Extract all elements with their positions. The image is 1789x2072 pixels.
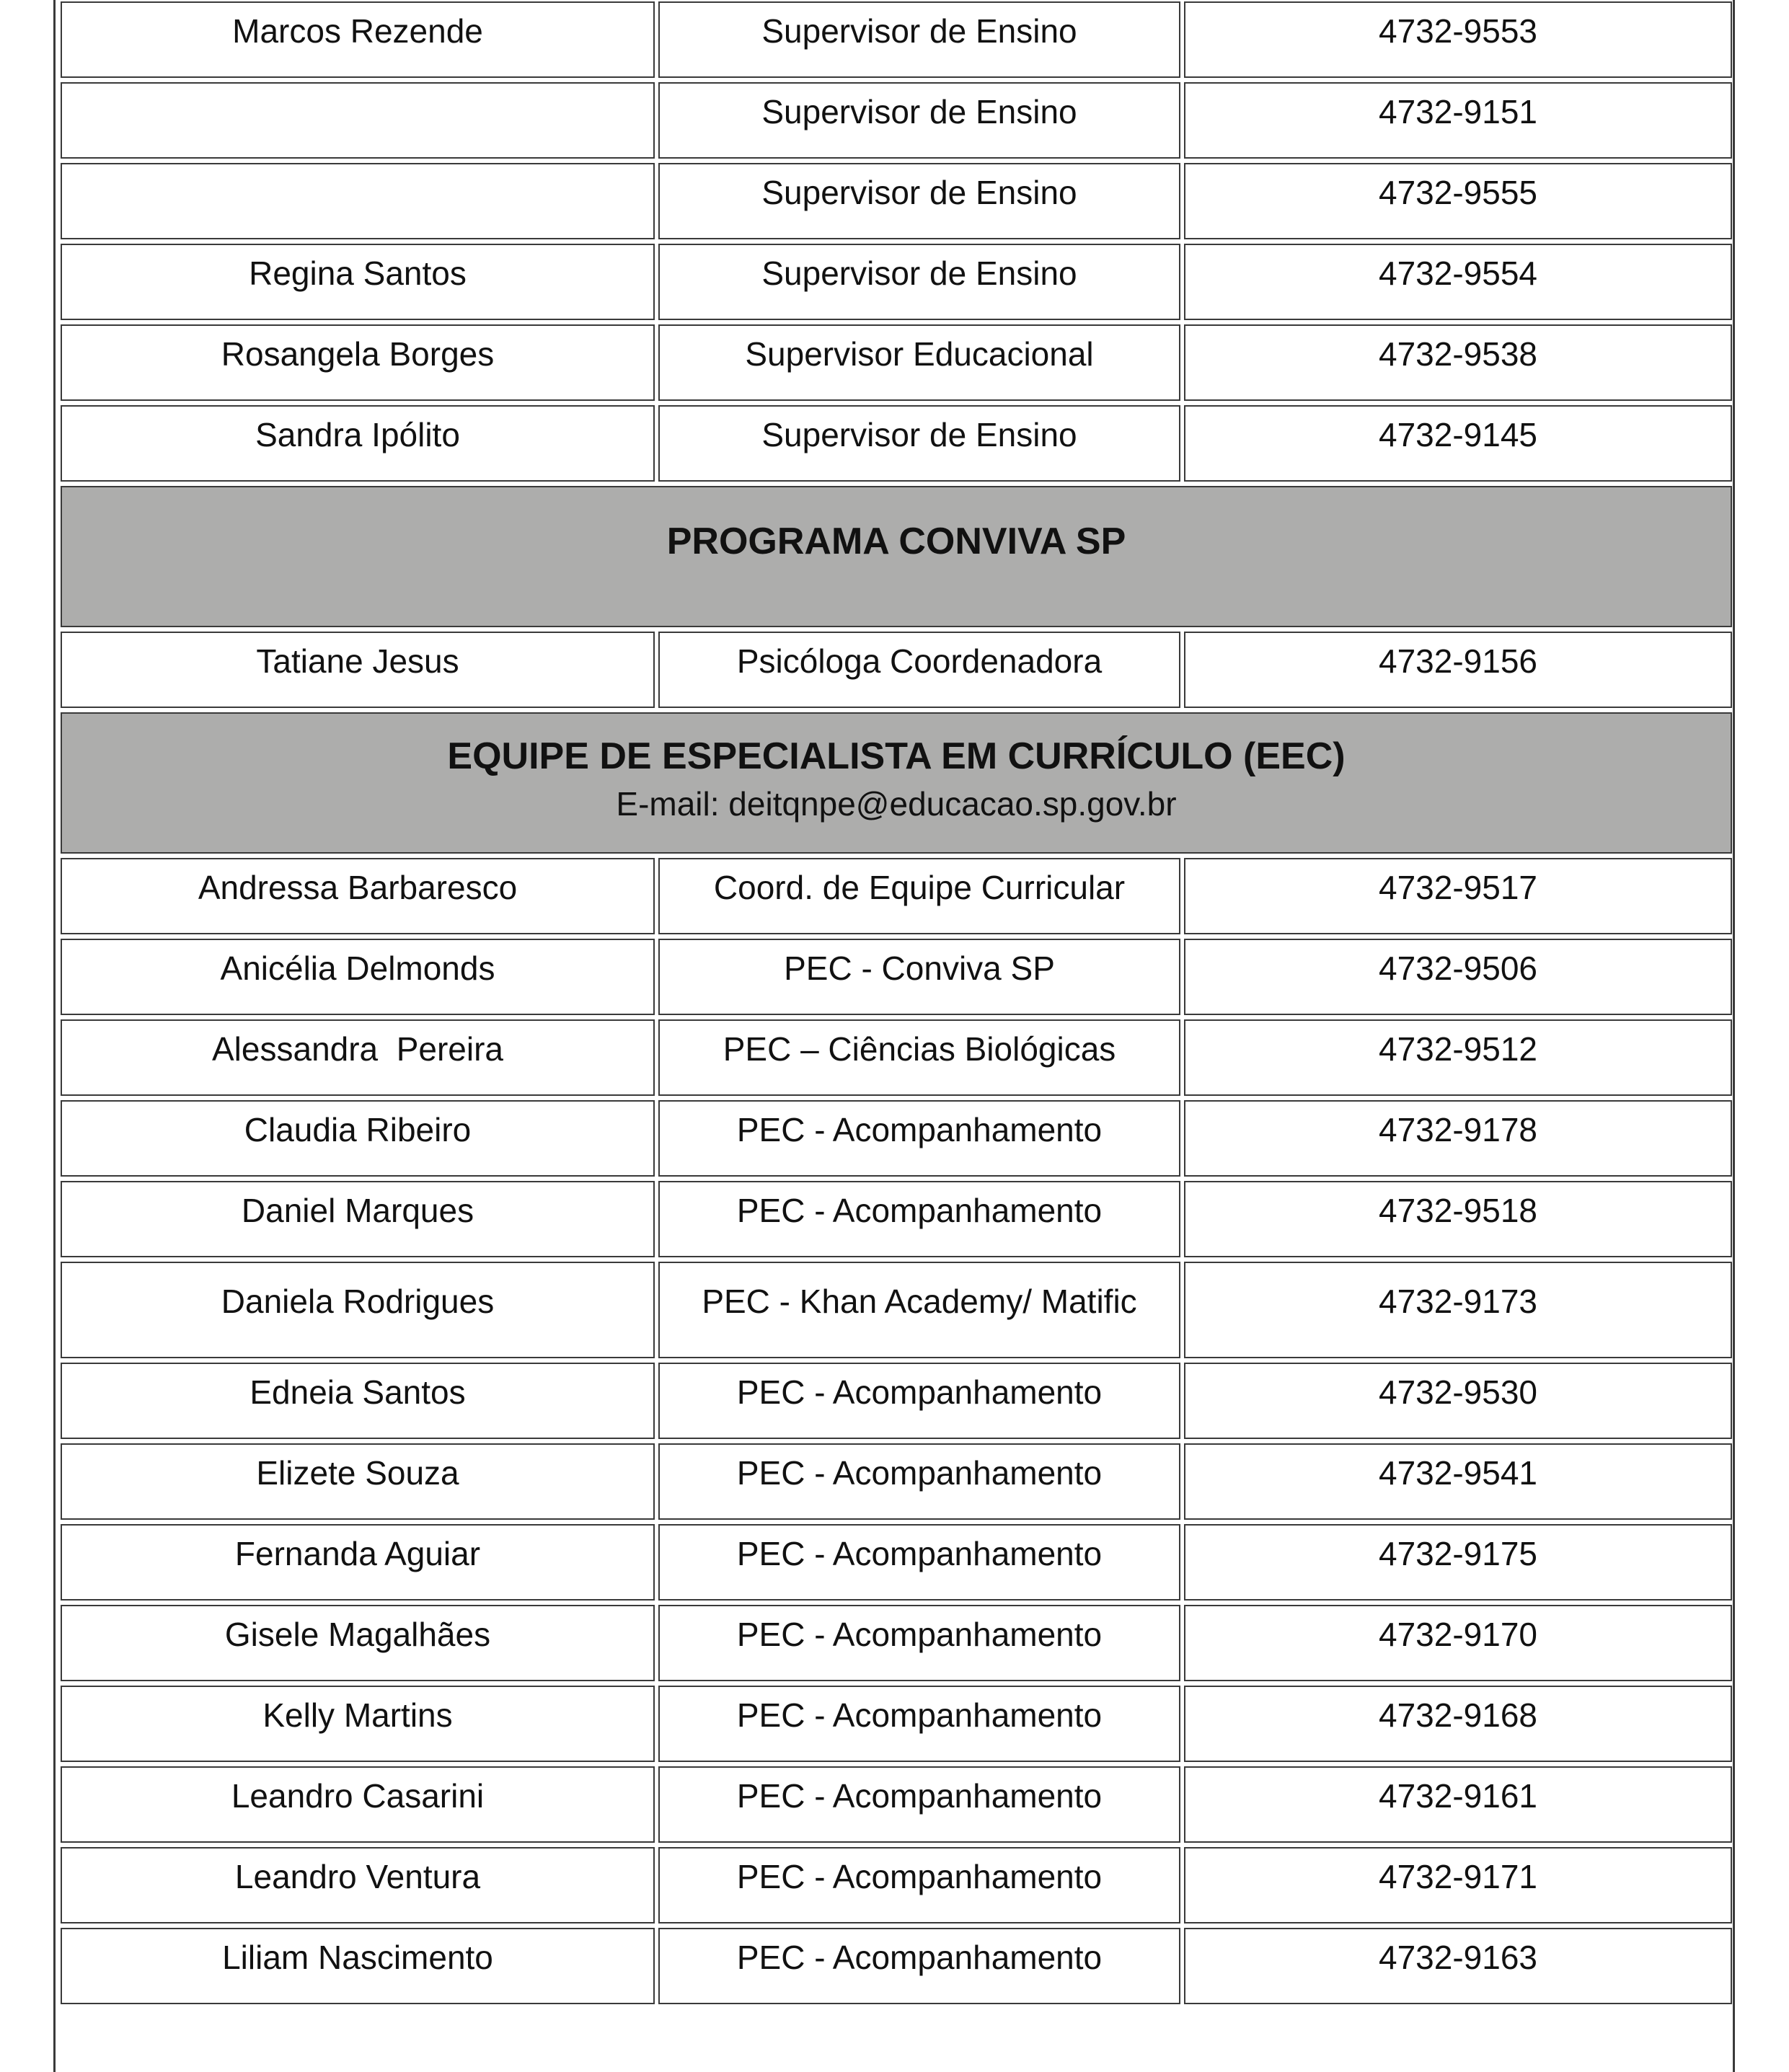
role-cell: PEC - Acompanhamento bbox=[658, 1363, 1180, 1439]
table-row bbox=[61, 324, 1732, 401]
section-email: E-mail: deitqnpe@educacao.sp.gov.br bbox=[616, 785, 1177, 823]
section-title: EQUIPE DE ESPECIALISTA EM CURRÍCULO (EEC) bbox=[447, 735, 1346, 777]
role-cell: Coord. de Equipe Curricular bbox=[658, 858, 1180, 934]
role-cell: PEC – Ciências Biológicas bbox=[658, 1019, 1180, 1096]
role-cell: Psicóloga Coordenadora bbox=[658, 632, 1180, 708]
phone-cell: 4732-9156 bbox=[1184, 632, 1732, 708]
table-row bbox=[61, 632, 1732, 708]
name-cell: Kelly Martins bbox=[61, 1686, 655, 1762]
name-cell: Daniel Marques bbox=[61, 1181, 655, 1257]
section-title: PROGRAMA CONVIVA SP bbox=[666, 521, 1126, 562]
role-cell: PEC - Acompanhamento bbox=[658, 1100, 1180, 1177]
name-cell: Claudia Ribeiro bbox=[61, 1100, 655, 1177]
role-cell: PEC - Acompanhamento bbox=[658, 1181, 1180, 1257]
name-cell: Elizete Souza bbox=[61, 1443, 655, 1520]
table-row bbox=[61, 1605, 1732, 1681]
phone-cell: 4732-9555 bbox=[1184, 163, 1732, 239]
section-header-row bbox=[61, 712, 1732, 854]
phone-cell: 4732-9178 bbox=[1184, 1100, 1732, 1177]
table-row bbox=[61, 1262, 1732, 1358]
name-cell: Marcos Rezende bbox=[61, 1, 655, 78]
name-cell: Daniela Rodrigues bbox=[61, 1262, 655, 1358]
role-cell: Supervisor de Ensino bbox=[658, 82, 1180, 159]
phone-cell: 4732-9554 bbox=[1184, 244, 1732, 320]
role-cell: PEC - Acompanhamento bbox=[658, 1686, 1180, 1762]
staff-directory-table bbox=[57, 0, 1736, 2009]
name-cell: Regina Santos bbox=[61, 244, 655, 320]
table-row bbox=[61, 405, 1732, 482]
table-row bbox=[61, 1363, 1732, 1439]
name-cell: Liliam Nascimento bbox=[61, 1928, 655, 2004]
role-cell: PEC - Acompanhamento bbox=[658, 1928, 1180, 2004]
phone-cell: 4732-9518 bbox=[1184, 1181, 1732, 1257]
name-cell: Gisele Magalhães bbox=[61, 1605, 655, 1681]
table-row bbox=[61, 939, 1732, 1015]
name-cell: Alessandra Pereira bbox=[61, 1019, 655, 1096]
phone-cell: 4732-9168 bbox=[1184, 1686, 1732, 1762]
section-header-eec bbox=[61, 712, 1732, 854]
table-row bbox=[61, 1443, 1732, 1520]
name-cell: Edneia Santos bbox=[61, 1363, 655, 1439]
table-row bbox=[61, 1928, 1732, 2004]
table-row bbox=[61, 1181, 1732, 1257]
phone-cell: 4732-9553 bbox=[1184, 1, 1732, 78]
name-cell bbox=[61, 82, 655, 159]
name-cell: Fernanda Aguiar bbox=[61, 1524, 655, 1601]
role-cell: Supervisor Educacional bbox=[658, 324, 1180, 401]
table-row bbox=[61, 82, 1732, 159]
name-cell bbox=[61, 163, 655, 239]
table-row bbox=[61, 1847, 1732, 1923]
role-cell: PEC - Acompanhamento bbox=[658, 1605, 1180, 1681]
role-cell: PEC - Acompanhamento bbox=[658, 1847, 1180, 1923]
name-cell: Leandro Ventura bbox=[61, 1847, 655, 1923]
table-row bbox=[61, 858, 1732, 934]
name-cell: Rosangela Borges bbox=[61, 324, 655, 401]
role-cell: PEC - Khan Academy/ Matific bbox=[658, 1262, 1180, 1358]
name-cell: Anicélia Delmonds bbox=[61, 939, 655, 1015]
phone-cell: 4732-9163 bbox=[1184, 1928, 1732, 2004]
table-row bbox=[61, 163, 1732, 239]
name-cell: Tatiane Jesus bbox=[61, 632, 655, 708]
table-row bbox=[61, 1100, 1732, 1177]
role-cell: PEC - Acompanhamento bbox=[658, 1766, 1180, 1843]
phone-cell: 4732-9538 bbox=[1184, 324, 1732, 401]
table-row bbox=[61, 244, 1732, 320]
name-cell: Sandra Ipólito bbox=[61, 405, 655, 482]
role-cell: Supervisor de Ensino bbox=[658, 405, 1180, 482]
phone-cell: 4732-9161 bbox=[1184, 1766, 1732, 1843]
name-cell: Andressa Barbaresco bbox=[61, 858, 655, 934]
table-row bbox=[61, 1686, 1732, 1762]
phone-cell: 4732-9145 bbox=[1184, 405, 1732, 482]
table-row bbox=[61, 1, 1732, 78]
role-cell: Supervisor de Ensino bbox=[658, 1, 1180, 78]
name-cell: Leandro Casarini bbox=[61, 1766, 655, 1843]
document-page bbox=[53, 0, 1735, 2072]
phone-cell: 4732-9541 bbox=[1184, 1443, 1732, 1520]
role-cell: PEC - Acompanhamento bbox=[658, 1443, 1180, 1520]
phone-cell: 4732-9506 bbox=[1184, 939, 1732, 1015]
table-row bbox=[61, 1766, 1732, 1843]
role-cell: PEC - Conviva SP bbox=[658, 939, 1180, 1015]
role-cell: Supervisor de Ensino bbox=[658, 163, 1180, 239]
phone-cell: 4732-9175 bbox=[1184, 1524, 1732, 1601]
phone-cell: 4732-9170 bbox=[1184, 1605, 1732, 1681]
phone-cell: 4732-9517 bbox=[1184, 858, 1732, 934]
table-row bbox=[61, 1524, 1732, 1601]
section-header-conviva bbox=[61, 486, 1732, 627]
phone-cell: 4732-9173 bbox=[1184, 1262, 1732, 1358]
phone-cell: 4732-9530 bbox=[1184, 1363, 1732, 1439]
phone-cell: 4732-9171 bbox=[1184, 1847, 1732, 1923]
role-cell: PEC - Acompanhamento bbox=[658, 1524, 1180, 1601]
phone-cell: 4732-9151 bbox=[1184, 82, 1732, 159]
section-header-row bbox=[61, 486, 1732, 627]
table-row bbox=[61, 1019, 1732, 1096]
role-cell: Supervisor de Ensino bbox=[658, 244, 1180, 320]
phone-cell: 4732-9512 bbox=[1184, 1019, 1732, 1096]
